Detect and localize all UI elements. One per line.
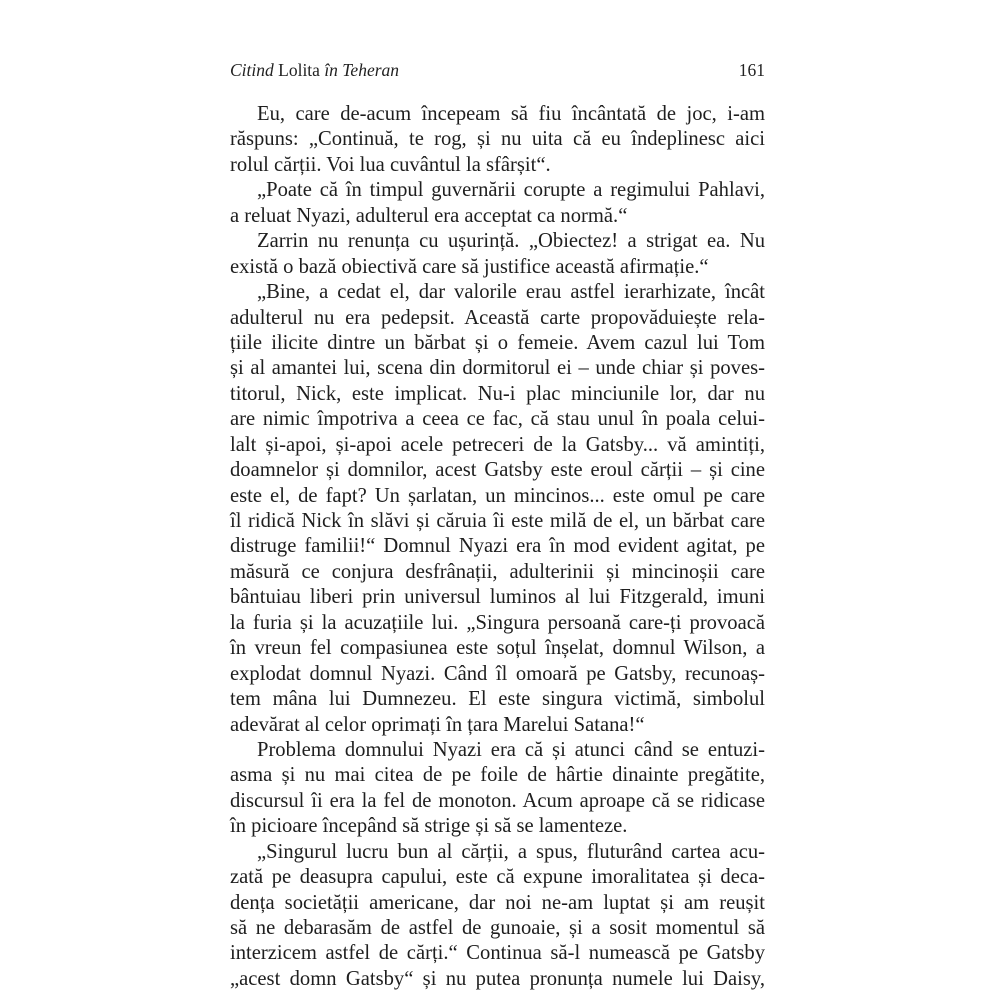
text-line: discursul îi era la fel de monoton. Acum aproape că se ridicase <box>230 789 765 812</box>
text-line: bântuiau liberi prin universul luminos al lui Fitzgerald, imuni <box>230 586 765 609</box>
text-line: zată pe deasupra capului, este că expune imoralitatea și deca- <box>230 866 765 889</box>
text-line: rolul cărții. Voi lua cuvântul la sfârșit“. <box>230 153 551 176</box>
text-line: explodat domnul Nyazi. Când îl omoară pe Gatsby, recunoaș- <box>230 662 765 685</box>
text-line: îl ridică Nick în slăvi și căruia îi este milă de el, un bărbat care <box>230 510 765 532</box>
text-line: titorul, Nick, este implicat. Nu-i plac minciunile lor, dar nu <box>230 382 765 405</box>
text-line: lalt și-apoi, și-apoi acele petreceri de la Gatsby... vă amintiți, <box>230 433 765 456</box>
text-line: „Poate că în timpul guvernării corupte a regimului Pahlavi, <box>257 179 765 202</box>
text-line: să ne debarasăm de astfel de gunoaie, și a sosit momentul să <box>230 917 765 939</box>
text-line: distruge familii!“ Domnul Nyazi era în mod evident agitat, pe <box>230 535 765 558</box>
book-title-roman: Lolita <box>273 60 325 80</box>
text-line: asma și nu mai citea de pe foile de hârtie dinainte pregătite, <box>230 764 765 787</box>
text-line: a reluat Nyazi, adulterul era acceptat ca normă.“ <box>230 204 628 227</box>
text-line: măsură ce conjura desfrânații, adulterinii și mincinoșii care <box>230 560 765 583</box>
text-line: la furia și la acuzațiile lui. „Singura persoană care-ți provoacă <box>230 611 765 634</box>
text-line: în vreun fel compasiunea este soțul înșelat, domnul Wilson, a <box>230 637 765 660</box>
text-line: și al amantei lui, scena din dormitorul ei – unde chiar și poves- <box>230 357 765 380</box>
text-line: interzicem astfel de cărți.“ Continua să-l numească pe Gatsby <box>230 942 765 965</box>
text-line: tem mâna lui Dumnezeu. El este singura victimă, simbolul <box>230 688 765 711</box>
book-title <box>230 58 399 82</box>
text-line: are nimic împotriva a ceea ce fac, că stau unul în poala celui- <box>230 408 765 431</box>
book-page <box>230 58 765 992</box>
book-title-italic-2: în Teheran <box>324 60 400 80</box>
text-line: Zarrin nu renunța cu ușurință. „Obiectez! a strigat ea. Nu <box>257 230 765 253</box>
page-number: 161 <box>738 60 765 80</box>
text-line: „acest domn Gatsby“ și nu putea pronunța numele lui Daisy, <box>230 967 765 990</box>
text-line: țiile ilicite dintre un bărbat și o femeie. Avem cazul lui Tom <box>230 331 765 354</box>
text-line: este el, de fapt? Un șarlatan, un mincinos... este omul pe care <box>230 484 765 507</box>
text-line: „Bine, a cedat el, dar valorile erau astfel ierarhizate, încât <box>257 281 765 304</box>
text-line: doamnelor și domnilor, acest Gatsby este eroul cărții – și cine <box>230 459 765 482</box>
text-line: adulterul nu era pedepsit. Această carte propovăduiește rela- <box>230 306 765 329</box>
text-line: Eu, care de-acum începeam să fiu încântată de joc, i-am <box>257 103 765 125</box>
text-line: dența societății americane, dar noi ne-am luptat și am reușit <box>230 891 765 914</box>
text-line: adevărat al celor oprimați în țara Marelui Satana!“ <box>230 713 645 736</box>
text-line: există o bază obiectivă care să justifice această afirmație.“ <box>230 255 709 278</box>
text-line: răspuns: „Continuă, te rog, și nu uita că eu îndeplinesc aici <box>230 128 765 151</box>
book-title-italic-1: Citind <box>230 60 274 80</box>
running-header <box>230 58 765 82</box>
text-line: în picioare începând să strige și să se lamenteze. <box>230 815 628 838</box>
body-text <box>230 102 765 992</box>
text-line: Problema domnului Nyazi era că și atunci când se entuzi- <box>257 738 765 761</box>
text-line: „Singurul lucru bun al cărții, a spus, fluturând cartea acu- <box>257 840 765 863</box>
